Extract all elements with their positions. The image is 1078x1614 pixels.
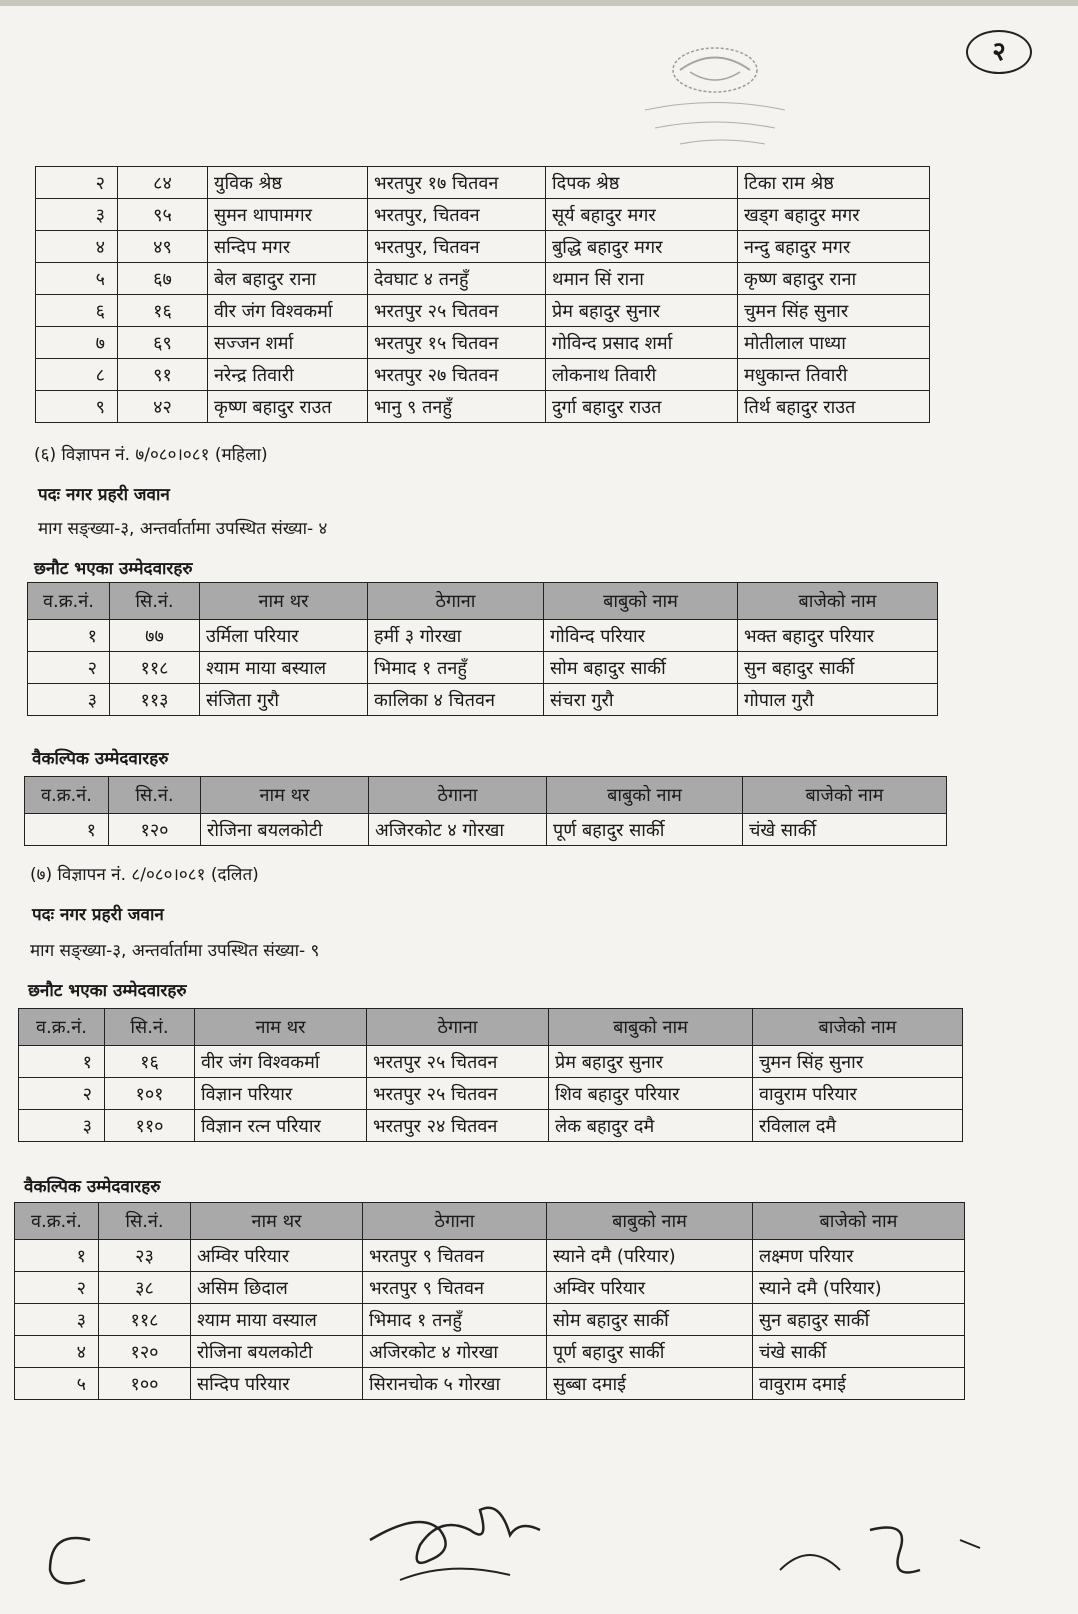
cell-father-name: पूर्ण बहादुर सार्की [547,1336,753,1368]
cell-address: भरतपुर २७ चितवन [368,359,546,391]
cell-roll-no: ११० [105,1110,195,1142]
header-grandfather-name: बाजेको नाम [753,1009,963,1046]
table-row [36,231,930,263]
table-row [36,199,930,231]
cell-grandfather-name: वावुराम परियार [753,1078,963,1110]
office-seal-stamp [640,40,790,155]
cell-serial: २ [36,167,118,199]
cell-name: रोजिना बयलकोटी [201,814,369,846]
cell-name: वीर जंग विश्वकर्मा [208,295,368,327]
cell-name: विज्ञान परियार [195,1078,367,1110]
header-serial: व.क्र.नं. [28,583,110,620]
cell-serial: ३ [15,1304,99,1336]
cell-father-name: पूर्ण बहादुर सार्की [547,814,743,846]
cell-roll-no: ६७ [118,263,208,295]
cell-father-name: सोम बहादुर सार्की [547,1304,753,1336]
cell-name: संजिता गुरौ [200,684,368,716]
header-serial: व.क्र.नं. [15,1203,99,1240]
cell-roll-no: १२० [109,814,201,846]
cell-name: रोजिना बयलकोटी [191,1336,363,1368]
cell-serial: ९ [36,391,118,423]
advert-6-line: (६) विज्ञापन नं. ७/०८०।०८१ (महिला) [34,445,268,465]
handwritten-signature-main [360,1490,560,1600]
cell-address: भरतपुर १७ चितवन [368,167,546,199]
cell-address: भानु ९ तनहुँ [368,391,546,423]
cell-serial: ५ [15,1368,99,1400]
cell-roll-no: ३८ [99,1272,191,1304]
cell-grandfather-name: चंखे सार्की [753,1336,965,1368]
cell-grandfather-name: भक्त बहादुर परियार [738,620,938,652]
alternate-6-heading: वैकल्पिक उम्मेदवारहरु [32,749,169,769]
cell-serial: ७ [36,327,118,359]
cell-serial: २ [19,1078,105,1110]
cell-father-name: शिव बहादुर परियार [549,1078,753,1110]
header-name: नाम थर [191,1203,363,1240]
cell-address: भरतपुर २५ चितवन [367,1078,549,1110]
cell-father-name: लेक बहादुर दमै [549,1110,753,1142]
table-row [36,391,930,423]
cell-address: सिरानचोक ५ गोरखा [363,1368,547,1400]
cell-grandfather-name: चुमन सिंह सुनार [738,295,930,327]
handwritten-signature-left [30,1520,120,1600]
cell-roll-no: ४२ [118,391,208,423]
header-roll-no: सि.नं. [99,1203,191,1240]
table-row [36,167,930,199]
cell-serial: १ [28,620,110,652]
cell-roll-no: १०१ [105,1078,195,1110]
cell-grandfather-name: सुन बहादुर सार्की [738,652,938,684]
post-6-line: पदः नगर प्रहरी जवान [38,485,170,505]
cell-serial: ३ [36,199,118,231]
advert-7-line: (७) विज्ञापन नं. ८/०८०।०८१ (दलित) [30,865,259,885]
header-grandfather-name: बाजेको नाम [743,777,947,814]
header-father-name: बाबुको नाम [549,1009,753,1046]
cell-serial: २ [15,1272,99,1304]
continued-table [35,166,930,423]
cell-name: सन्दिप परियार [191,1368,363,1400]
header-grandfather-name: बाजेको नाम [738,583,938,620]
alternate-7-heading: वैकल्पिक उम्मेदवारहरु [24,1177,161,1197]
cell-roll-no: ४९ [118,231,208,263]
cell-address: भरतपुर ९ चितवन [363,1240,547,1272]
cell-name: श्याम माया वस्याल [191,1304,363,1336]
table-row [28,684,938,716]
cell-address: अजिरकोट ४ गोरखा [369,814,547,846]
cell-name: नरेन्द्र तिवारी [208,359,368,391]
cell-father-name: थमान सिं राना [546,263,738,295]
table-row [15,1240,965,1272]
demand-6-line: माग सङ्ख्या-३, अन्तर्वार्तामा उपस्थित संख्या- ४ [38,519,328,539]
page-top-edge [0,0,1078,6]
cell-grandfather-name: चुमन सिंह सुनार [753,1046,963,1078]
selected-6-heading: छनौट भएका उम्मेदवारहरु [34,559,193,579]
header-address: ठेगाना [368,583,544,620]
header-name: नाम थर [201,777,369,814]
header-roll-no: सि.नं. [109,777,201,814]
cell-serial: ५ [36,263,118,295]
header-roll-no: सि.नं. [110,583,200,620]
cell-grandfather-name: कृष्ण बहादुर राना [738,263,930,295]
cell-father-name: दुर्गा बहादुर राउत [546,391,738,423]
cell-father-name: प्रेम बहादुर सुनार [546,295,738,327]
cell-grandfather-name: स्याने दमै (परियार) [753,1272,965,1304]
cell-name: वीर जंग विश्वकर्मा [195,1046,367,1078]
cell-grandfather-name: तिर्थ बहादुर राउत [738,391,930,423]
alternate-candidates-table-7 [14,1202,965,1400]
cell-address: भरतपुर १५ चितवन [368,327,546,359]
page-number-circle: २ [966,30,1032,74]
table-row [28,652,938,684]
demand-7-line: माग सङ्ख्या-३, अन्तर्वार्तामा उपस्थित संख्या- ९ [30,941,320,961]
cell-serial: १ [15,1240,99,1272]
table-row [36,263,930,295]
header-roll-no: सि.नं. [105,1009,195,1046]
cell-roll-no: ६९ [118,327,208,359]
header-address: ठेगाना [367,1009,549,1046]
header-grandfather-name: बाजेको नाम [753,1203,965,1240]
selected-candidates-table-6 [27,582,938,716]
cell-address: भरतपुर २४ चितवन [367,1110,549,1142]
header-serial: व.क्र.नं. [19,1009,105,1046]
cell-roll-no: ११३ [110,684,200,716]
cell-serial: ६ [36,295,118,327]
cell-grandfather-name: मधुकान्त तिवारी [738,359,930,391]
table-row [19,1046,963,1078]
cell-address: हर्मी ३ गोरखा [368,620,544,652]
cell-serial: १ [19,1046,105,1078]
table-row [28,620,938,652]
cell-name: विज्ञान रत्न परियार [195,1110,367,1142]
header-father-name: बाबुको नाम [547,1203,753,1240]
cell-father-name: लोकनाथ तिवारी [546,359,738,391]
selected-candidates-table-7 [18,1008,963,1142]
cell-grandfather-name: लक्ष्मण परियार [753,1240,965,1272]
cell-serial: ३ [19,1110,105,1142]
table-row [15,1336,965,1368]
table-row [19,1110,963,1142]
cell-name: सन्दिप मगर [208,231,368,263]
cell-father-name: प्रेम बहादुर सुनार [549,1046,753,1078]
cell-address: भरतपुर २५ चितवन [368,295,546,327]
cell-serial: १ [25,814,109,846]
table-row [15,1304,965,1336]
cell-roll-no: २३ [99,1240,191,1272]
cell-father-name: सोम बहादुर सार्की [544,652,738,684]
cell-roll-no: १६ [118,295,208,327]
cell-serial: ४ [36,231,118,263]
cell-grandfather-name: टिका राम श्रेष्ठ [738,167,930,199]
alternate-candidates-table-6 [24,776,947,846]
table-row [25,814,947,846]
cell-name: उर्मिला परियार [200,620,368,652]
selected-7-heading: छनौट भएका उम्मेदवारहरु [28,981,187,1001]
cell-father-name: दिपक श्रेष्ठ [546,167,738,199]
header-name: नाम थर [195,1009,367,1046]
cell-roll-no: ९१ [118,359,208,391]
cell-grandfather-name: नन्दु बहादुर मगर [738,231,930,263]
cell-father-name: सुब्बा दमाई [547,1368,753,1400]
cell-name: बेल बहादुर राना [208,263,368,295]
cell-father-name: सूर्य बहादुर मगर [546,199,738,231]
cell-address: अजिरकोट ४ गोरखा [363,1336,547,1368]
header-father-name: बाबुको नाम [547,777,743,814]
cell-father-name: संचरा गुरौ [544,684,738,716]
cell-serial: ३ [28,684,110,716]
table-row [15,1368,965,1400]
cell-grandfather-name: खड्ग बहादुर मगर [738,199,930,231]
header-father-name: बाबुको नाम [544,583,738,620]
cell-address: भरतपुर २५ चितवन [367,1046,549,1078]
table-row [36,359,930,391]
cell-address: भिमाद १ तनहुँ [368,652,544,684]
cell-father-name: गोविन्द प्रसाद शर्मा [546,327,738,359]
cell-address: भरतपुर, चितवन [368,231,546,263]
post-7-line: पदः नगर प्रहरी जवान [32,905,164,925]
cell-grandfather-name: चंखे सार्की [743,814,947,846]
cell-father-name: अम्विर परियार [547,1272,753,1304]
cell-roll-no: १२० [99,1336,191,1368]
cell-name: सुमन थापामगर [208,199,368,231]
header-name: नाम थर [200,583,368,620]
cell-roll-no: १०० [99,1368,191,1400]
cell-address: भिमाद १ तनहुँ [363,1304,547,1336]
cell-address: कालिका ४ चितवन [368,684,544,716]
cell-serial: २ [28,652,110,684]
cell-grandfather-name: रविलाल दमै [753,1110,963,1142]
header-address: ठेगाना [363,1203,547,1240]
table-row [36,327,930,359]
cell-name: अम्विर परियार [191,1240,363,1272]
table-row [15,1272,965,1304]
cell-address: देवघाट ४ तनहुँ [368,263,546,295]
cell-name: सज्जन शर्मा [208,327,368,359]
cell-name: युविक श्रेष्ठ [208,167,368,199]
cell-grandfather-name: वावुराम दमाई [753,1368,965,1400]
cell-father-name: गोविन्द परियार [544,620,738,652]
cell-grandfather-name: मोतीलाल पाध्या [738,327,930,359]
cell-father-name: बुद्धि बहादुर मगर [546,231,738,263]
cell-grandfather-name: गोपाल गुरौ [738,684,938,716]
cell-name: कृष्ण बहादुर राउत [208,391,368,423]
table-row [36,295,930,327]
cell-serial: ८ [36,359,118,391]
handwritten-signature-right [770,1510,1000,1600]
cell-roll-no: ११८ [110,652,200,684]
cell-address: भरतपुर ९ चितवन [363,1272,547,1304]
cell-father-name: स्याने दमै (परियार) [547,1240,753,1272]
header-address: ठेगाना [369,777,547,814]
cell-roll-no: १६ [105,1046,195,1078]
cell-roll-no: ९५ [118,199,208,231]
cell-name: श्याम माया बस्याल [200,652,368,684]
cell-serial: ४ [15,1336,99,1368]
table-row [19,1078,963,1110]
cell-roll-no: ११८ [99,1304,191,1336]
cell-grandfather-name: सुन बहादुर सार्की [753,1304,965,1336]
header-serial: व.क्र.नं. [25,777,109,814]
cell-address: भरतपुर, चितवन [368,199,546,231]
cell-name: असिम छिदाल [191,1272,363,1304]
cell-roll-no: ८४ [118,167,208,199]
cell-roll-no: ७७ [110,620,200,652]
